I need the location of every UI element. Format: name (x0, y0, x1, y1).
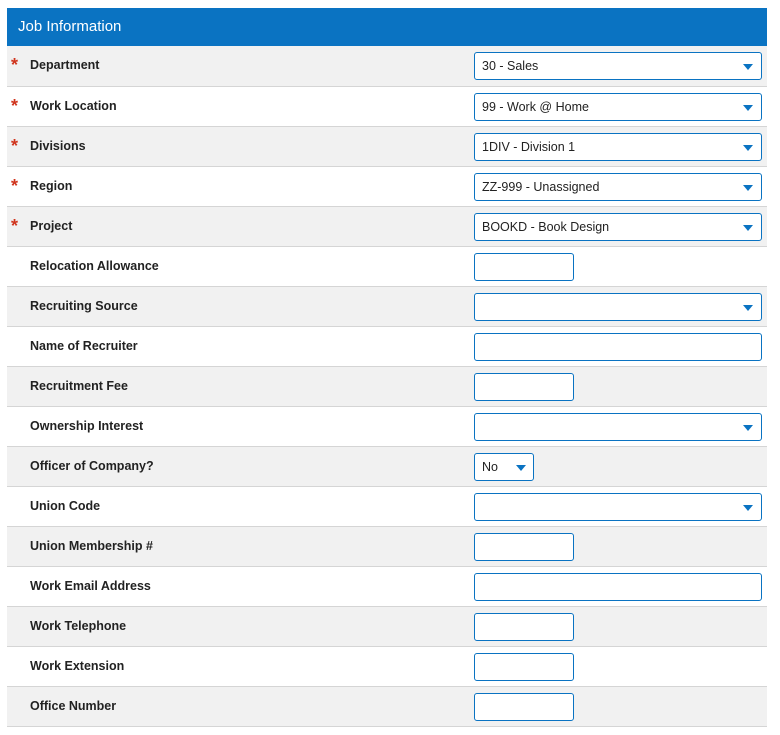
required-marker: * (11, 55, 19, 75)
form-row-work-email-address (7, 566, 767, 606)
region-label: Region (30, 179, 73, 193)
form-row-work-location (7, 86, 767, 126)
ownership-interest-label: Ownership Interest (30, 419, 144, 433)
divisions-label: Divisions (30, 139, 86, 153)
chevron-down-icon[interactable] (743, 64, 753, 70)
officer-of-company-label: Officer of Company? (30, 459, 154, 473)
department-select[interactable] (474, 52, 762, 80)
officer-of-company-value: No (482, 460, 498, 474)
required-marker: * (11, 176, 19, 196)
form-row-officer-of-company (7, 446, 767, 486)
work-telephone-input[interactable] (474, 613, 574, 641)
divisions-value: 1DIV - Division 1 (482, 140, 576, 154)
recruitment-fee-input[interactable] (474, 373, 574, 401)
work-email-address-label: Work Email Address (30, 579, 151, 593)
project-label: Project (30, 219, 73, 233)
form-row-recruitment-fee (7, 366, 767, 406)
department-value: 30 - Sales (482, 59, 539, 73)
form-row-work-extension (7, 646, 767, 686)
form-row-name-of-recruiter (7, 326, 767, 366)
work-location-value: 99 - Work @ Home (482, 100, 589, 114)
recruitment-fee-label: Recruitment Fee (30, 379, 128, 393)
relocation-allowance-label: Relocation Allowance (30, 259, 159, 273)
ownership-interest-select[interactable] (474, 413, 762, 441)
union-membership-label: Union Membership # (30, 539, 153, 553)
required-marker: * (11, 96, 19, 116)
project-select[interactable] (474, 213, 762, 241)
form-row-region (7, 166, 767, 206)
relocation-allowance-input[interactable] (474, 253, 574, 281)
form-row-union-membership (7, 526, 767, 566)
project-value: BOOKD - Book Design (482, 220, 610, 234)
job-information-panel (7, 8, 767, 727)
recruiting-source-label: Recruiting Source (30, 299, 138, 313)
region-select[interactable] (474, 173, 762, 201)
required-marker: * (11, 136, 19, 156)
work-extension-label: Work Extension (30, 659, 125, 673)
office-number-input[interactable] (474, 693, 574, 721)
form-row-recruiting-source (7, 286, 767, 326)
name-of-recruiter-label: Name of Recruiter (30, 339, 138, 353)
department-label: Department (30, 58, 100, 72)
divisions-select[interactable] (474, 133, 762, 161)
work-location-label: Work Location (30, 99, 117, 113)
chevron-down-icon[interactable] (743, 105, 753, 111)
work-telephone-label: Work Telephone (30, 619, 127, 633)
chevron-down-icon[interactable] (743, 305, 753, 311)
form-row-divisions (7, 126, 767, 166)
chevron-down-icon[interactable] (516, 465, 526, 471)
recruiting-source-select[interactable] (474, 293, 762, 321)
form-row-union-code (7, 486, 767, 526)
required-marker: * (11, 216, 19, 236)
work-email-address-input[interactable] (474, 573, 762, 601)
union-code-select[interactable] (474, 493, 762, 521)
panel-title: Job Information (7, 8, 767, 46)
form-rows (7, 46, 767, 727)
work-extension-input[interactable] (474, 653, 574, 681)
chevron-down-icon[interactable] (743, 145, 753, 151)
name-of-recruiter-input[interactable] (474, 333, 762, 361)
form-row-relocation-allowance (7, 246, 767, 286)
form-row-ownership-interest (7, 406, 767, 446)
chevron-down-icon[interactable] (743, 225, 753, 231)
officer-of-company-select[interactable] (474, 453, 534, 481)
work-location-select[interactable] (474, 93, 762, 121)
form-row-project (7, 206, 767, 246)
form-row-department (7, 46, 767, 86)
union-membership-input[interactable] (474, 533, 574, 561)
office-number-label: Office Number (30, 699, 117, 713)
chevron-down-icon[interactable] (743, 425, 753, 431)
form-row-work-telephone (7, 606, 767, 646)
union-code-label: Union Code (30, 499, 101, 513)
chevron-down-icon[interactable] (743, 505, 753, 511)
chevron-down-icon[interactable] (743, 185, 753, 191)
form-row-office-number (7, 686, 767, 726)
region-value: ZZ-999 - Unassigned (482, 180, 600, 194)
